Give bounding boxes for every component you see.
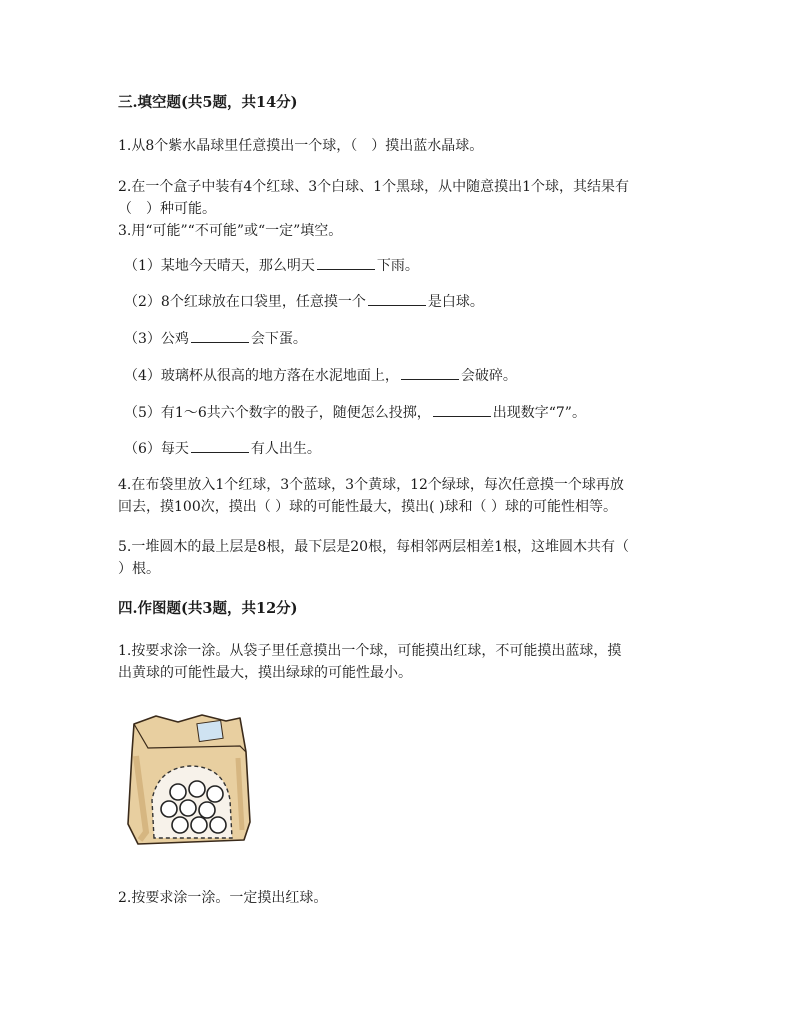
question-3-3-item-3: （3）公鸡 会下蛋。 [124, 331, 307, 347]
answer-blank[interactable] [191, 330, 249, 343]
question-3-3-item-6: （6）每天 有人出生。 [124, 441, 321, 457]
ball [180, 800, 196, 816]
answer-blank[interactable] [401, 367, 459, 380]
ball-bag-illustration [118, 712, 258, 852]
question-4-1-line2: 出黄球的可能性最大，摸出绿球的可能性最小。 [118, 665, 412, 681]
question-3-3-item-5: （5）有1～6共六个数字的骰子，随便怎么投掷， 出现数字“7”。 [124, 405, 586, 421]
question-3-3-item-4: （4）玻璃杯从很高的地方落在水泥地面上， 会破碎。 [124, 368, 517, 384]
ball [199, 802, 215, 818]
question-3-5-line1: 5.一堆圆木的最上层是8根，最下层是20根，每相邻两层相差1根，这堆圆木共有（ [118, 539, 629, 555]
question-3-4-line1: 4.在布袋里放入1个红球，3个蓝球，3个黄球，12个绿球，每次任意摸一个球再放 [118, 477, 624, 493]
question-3-3-item-2: （2）8个红球放在口袋里，任意摸一个 是白球。 [124, 294, 484, 310]
question-3-2-line2: （ ）种可能。 [118, 201, 216, 217]
ball [189, 781, 205, 797]
answer-blank[interactable] [317, 257, 375, 270]
answer-blank[interactable] [433, 404, 491, 417]
question-3-5-line2: ）根。 [118, 561, 160, 577]
ball [170, 784, 186, 800]
question-4-1-line1: 1.按要求涂一涂。从袋子里任意摸出一个球，可能摸出红球，不可能摸出蓝球，摸 [118, 643, 622, 659]
question-3-3-intro: 3.用“可能”“不可能”或“一定”填空。 [118, 223, 343, 239]
ball [207, 786, 223, 802]
question-3-1: 1.从8个紫水晶球里任意摸出一个球，（ ）摸出蓝水晶球。 [118, 138, 484, 154]
answer-blank[interactable] [191, 440, 249, 453]
ball [161, 801, 177, 817]
answer-blank[interactable] [368, 293, 426, 306]
ball [191, 817, 207, 833]
question-4-2: 2.按要求涂一涂。一定摸出红球。 [118, 890, 328, 906]
bag-label [197, 720, 223, 741]
section-4-title: 四.作图题(共3题，共12分) [118, 600, 298, 617]
question-3-2-line1: 2.在一个盒子中装有4个红球、3个白球、1个黑球，从中随意摸出1个球，其结果有 [118, 179, 629, 195]
ball [210, 817, 226, 833]
question-3-3-item-1: （1）某地今天晴天，那么明天 下雨。 [124, 258, 419, 274]
question-3-4-line2: 回去，摸100次，摸出（ ）球的可能性最大，摸出( )球和（ ）球的可能性相等。 [118, 499, 617, 515]
ball [172, 817, 188, 833]
section-3-title: 三.填空题(共5题，共14分) [118, 94, 298, 111]
